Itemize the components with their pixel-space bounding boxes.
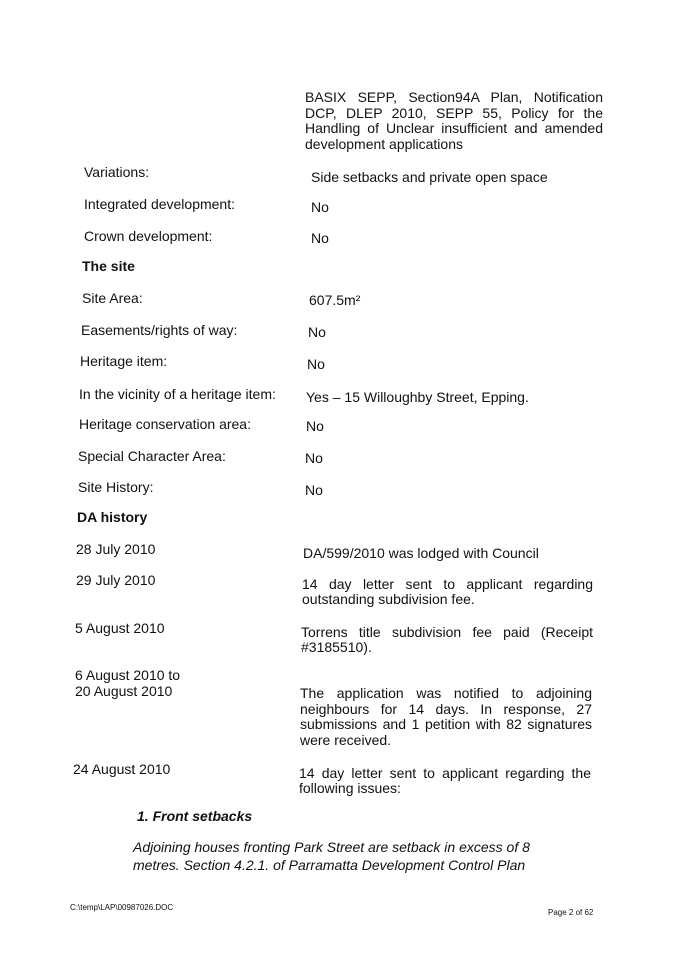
value-site-area: 607.5m² <box>309 292 361 308</box>
policy-list-paragraph: BASIX SEPP, Section94A Plan, Notification DCP, DLEP 2010, SEPP 55, Policy for the Handling of Unclear insufficient and amended development applications <box>305 89 603 152</box>
section-heading-front-setbacks: 1. Front setbacks <box>137 808 253 824</box>
history-date: 5 August 2010 <box>75 620 165 636</box>
value-heritage-item: No <box>307 356 325 372</box>
label-site-area: Site Area: <box>82 290 143 306</box>
value-special-character-area: No <box>305 450 323 466</box>
history-text: 14 day letter sent to applicant regarding outstanding subdivision fee. <box>302 576 593 607</box>
value-site-history: No <box>305 482 323 498</box>
value-easements: No <box>308 324 326 340</box>
history-date: 24 August 2010 <box>73 761 171 777</box>
history-date: 28 July 2010 <box>76 541 156 557</box>
label-integrated-development: Integrated development: <box>84 196 235 212</box>
history-text: 14 day letter sent to applicant regarding the following issues: <box>299 765 591 796</box>
footer-page-number: Page 2 of 62 <box>548 908 594 917</box>
history-text: DA/599/2010 was lodged with Council <box>303 545 539 561</box>
history-date: 29 July 2010 <box>76 572 156 588</box>
label-heritage-vicinity: In the vicinity of a heritage item: <box>79 386 276 402</box>
history-text: Torrens title subdivision fee paid (Receipt #3185510). <box>301 624 593 655</box>
value-heritage-vicinity: Yes – 15 Willoughby Street, Epping. <box>306 389 529 405</box>
label-heritage-item: Heritage item: <box>80 353 168 369</box>
value-heritage-conservation-area: No <box>306 418 324 434</box>
label-site-history: Site History: <box>78 479 154 495</box>
front-setbacks-paragraph: Adjoining houses fronting Park Street are setback in excess of 8 metres. Section 4.2.1. of Parramatta Development Control Plan <box>133 839 530 873</box>
da-history-heading: DA history <box>77 509 148 525</box>
history-date: 6 August 2010 to <box>75 667 181 683</box>
label-heritage-conservation-area: Heritage conservation area: <box>79 416 251 432</box>
label-variations: Variations: <box>84 164 150 180</box>
history-text: The application was notified to adjoining neighbours for 14 days. In response, 27 submissions and 1 petition with 82 signatures were received. <box>300 685 592 748</box>
footer-file-path: C:\temp\LAP\00987026.DOC <box>70 903 174 912</box>
label-crown-development: Crown development: <box>84 228 213 244</box>
label-easements: Easements/rights of way: <box>81 322 238 338</box>
history-date: 20 August 2010 <box>75 683 173 699</box>
label-special-character-area: Special Character Area: <box>78 448 226 464</box>
value-variations: Side setbacks and private open space <box>311 169 548 185</box>
value-crown-development: No <box>311 230 329 246</box>
site-heading: The site <box>82 258 135 274</box>
value-integrated-development: No <box>311 199 329 215</box>
